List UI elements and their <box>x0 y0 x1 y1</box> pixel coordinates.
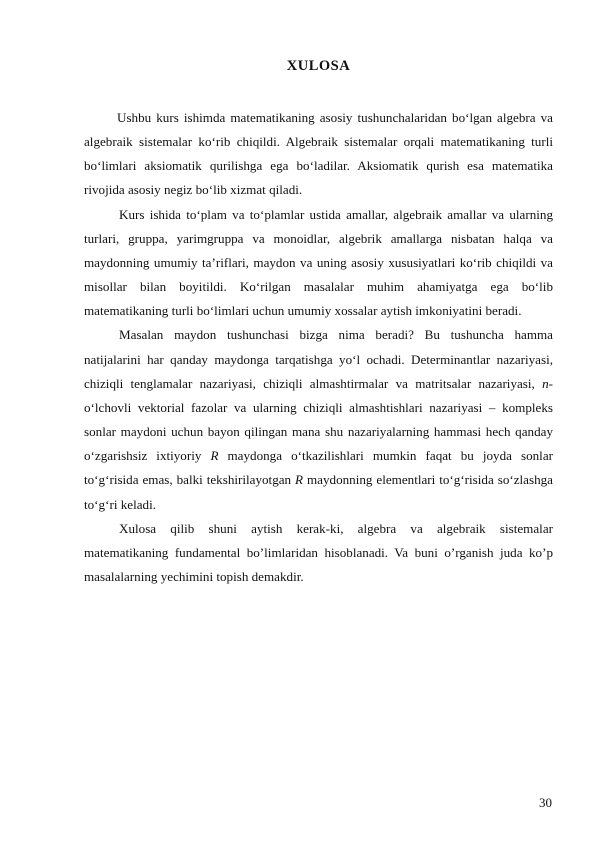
paragraph-4: Xulosa qilib shuni aytish kerak-ki, algebra va algebraik sistemalar matematikaning fundamental bo’limlaridan hisoblanadi. Va buni o’rganish juda ko’p masalalarning yechimini topish demakdir. <box>84 520 553 584</box>
paragraph-1: Ushbu kurs ishimda matematikaning asosiy tushunchalaridan bo‘lgan algebra va algebraik sistemalar ko‘rib chiqildi. Algebraik sistemalar orqali matematikaning turli bo‘limlari aksiomatik qurilishga ega bo‘ladilar. Aksiomatik qurish esa matematika rivojida asosiy negiz bo‘lib xizmat qiladi. <box>84 110 553 198</box>
paragraph-3-text-1: Masalan maydon tushunchasi bizga nima beradi? Bu tushuncha hamma natijalarini har qanday maydonga tarqatishga yo‘l ochadi. Determinantlar nazariyasi, chiziqli tenglamalar nazariyasi, chiziqli almashtirmalar va matritsalar nazariyasi, <box>84 327 553 391</box>
paragraph-3-text-2: - o‘lchovli vektorial fazolar va ularning chiziqli almashtishlari nazariyasi – kompleks sonlar maydoni uchun bayon qilingan mana shu nazariyalarning hammasi hech qanday o‘zgarishsiz ixtiyoriy <box>84 375 553 464</box>
paragraph-2: Kurs ishida to‘plam va to‘plamlar ustida amallar, algebraik amallar va ularning turlari, gruppa, yarimgruppa va monoidlar, algebrik amallarga nisbatan halqa va maydonning umumiy ta’riflari, maydon va uning asosiy xususiyatlari ko‘rib chiqildi va misollar bilan boyitildi. Ko‘rilgan masalalar muhim ahamiyatga ega bo‘lib matematikaning turli bo‘limlari uchun umumiy xossalar aytish imkoniyatini beradi. <box>84 206 553 319</box>
r-symbol: R <box>295 472 304 488</box>
paragraph-3-text-3: maydonga o‘tkazilishlari mumkin faqat bu joyda sonlar to‘g‘risida emas, balki tekshirilayotgan <box>84 448 553 488</box>
n-symbol: n <box>542 375 549 391</box>
page-title: XULOSA <box>286 58 351 74</box>
document-body <box>84 106 553 589</box>
r-symbol: R <box>210 448 219 464</box>
paragraph-3 <box>84 323 553 516</box>
page-number: 30 <box>539 795 552 810</box>
paragraph-3-text-4: maydonning elementlari to‘g‘risida so‘zlashga to‘g‘ri keladi. <box>84 472 553 512</box>
